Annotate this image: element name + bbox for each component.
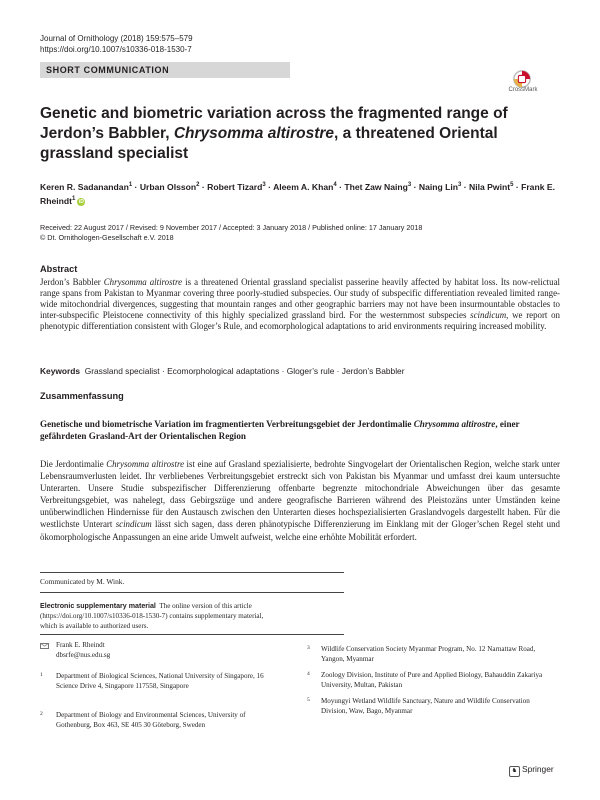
publication-history bbox=[40, 223, 570, 243]
german-abstract: Die Jerdontimalie Chrysomma altirostre ist eine auf Grasland spezialisierte, bedrohte Singvogelart der Orientalischen Region, welche stark unter Lebensraumverlusten leidet. Ihr verbliebenes Verbreitungsgebiet erstreckt sich von Pakistan bis Myanmar und umfasst drei kaum untersuchte Unterarten. Unsere Studie subspezifischer Differenzierung offenbarte begrenzte mitochondriale Abweichungen über das gesamte Verbreitungsgebiet, was nahelegt, dass Gebirgszüge und andere geografische Barrieren während des Pleistozäns unter Umständen keine unüberwindlichen Hindernisse für den Austausch zwischen den Unterarten dieses hochspezialisierten Graslandvogels dargestellt haben. Für die westlichste Unterart scindicum lässt sich sagen, dass deren phänotypische Differenzierung im Einklang mit der Gloger’schen Regel steht und ökomorphologische Anpassungen an eine aride Umwelt aufweist, welche eine erhöhte Mobilität erfordert. bbox=[40, 459, 560, 542]
footnote-rule-top bbox=[40, 572, 344, 573]
esm-label: Electronic supplementary material bbox=[40, 602, 156, 610]
affiliation-2: Department of Biology and Environmental Sciences, University of Gothenburg, Box 463, SE 405 30 Göteborg, Sweden bbox=[56, 711, 246, 729]
corresponding-author bbox=[56, 641, 110, 660]
author-name: Robert Tizard bbox=[207, 182, 263, 192]
author-affiliation-number: 1 bbox=[128, 182, 133, 189]
author-name: Aleem A. Khan bbox=[273, 182, 334, 192]
author-separator: · bbox=[513, 182, 522, 192]
author-affiliation-number: 3 bbox=[407, 182, 412, 189]
journal-citation: Journal of Ornithology (2018) 159:575–579 bbox=[40, 34, 193, 43]
author[interactable] bbox=[140, 182, 200, 192]
author-affiliation-number: 1 bbox=[71, 196, 76, 203]
author[interactable] bbox=[207, 182, 266, 192]
german-title: Genetische und biometrische Variation im fragmentierten Verbreitungsgebiet der Jerdontimalie Chrysomma altirostre, einer gefährdeten Grasland-Art der Orientalischen Region bbox=[40, 419, 520, 442]
journal-doi[interactable]: https://doi.org/10.1007/s10336-018-1530-7 bbox=[40, 45, 192, 54]
author-name: Naing Lin bbox=[418, 182, 459, 192]
corresponding-email[interactable]: dbsrfe@nus.edu.sg bbox=[56, 650, 111, 659]
author-affiliation-number: 3 bbox=[262, 182, 266, 189]
copyright-line: © Dt. Ornithologen-Gesellschaft e.V. 2018 bbox=[40, 233, 174, 242]
author-separator: · bbox=[461, 182, 470, 192]
affiliation-5: Moyungyi Wetland Wildlife Sanctuary, Nature and Wildlife Conservation Division, Waw, Bago, Myanmar bbox=[321, 697, 530, 715]
author-separator: · bbox=[132, 182, 140, 192]
author-name: Frank E. Rheindt bbox=[40, 182, 555, 206]
corresponding-name: Frank E. Rheindt bbox=[56, 641, 105, 649]
received-line: Received: 22 August 2017 / Revised: 9 November 2017 / Accepted: 3 January 2018 / Published online: 17 January 2018 bbox=[40, 223, 423, 232]
title-species: Chrysomma altirostre bbox=[173, 125, 335, 142]
abstract-text: Jerdon’s Babbler Chrysomma altirostre is a threatened Oriental grassland specialist passerine heavily affected by habitat loss. Its now-relictual range spans from Pakistan to Myanmar covering three poorly-studied subspecies. Our study of subspecific differentiation revealed limited range-wide mitochondrial divergences, suggesting that mountain ranges and other geographic barriers may not have been insurmountable obstacles to inter-subspecific Pleistocene connectivity of this highly specialized grassland bird. For the westernmost subspecies scindicum, we report on phenotypic differentiation consistent with Gloger’s Rule, and ecomorphological adaptations to arid environments requiring increased mobility. bbox=[40, 277, 560, 332]
author[interactable] bbox=[469, 182, 513, 192]
affiliation-1: Department of Biological Sciences, National University of Singapore, 16 Science Drive 4, Singapore 117558, Singapore bbox=[56, 672, 264, 690]
footnote-rule-bottom bbox=[40, 634, 344, 635]
author[interactable] bbox=[419, 182, 462, 192]
esm-link[interactable]: https://doi.org/10.1007/s10336-018-1530-7 bbox=[42, 612, 166, 620]
footnote-rule-mid bbox=[40, 592, 344, 593]
springer-horse-icon: ♞ bbox=[509, 766, 520, 777]
zusammenfassung-heading: Zusammenfassung bbox=[40, 391, 124, 401]
publisher-name: Springer bbox=[522, 764, 554, 774]
author-affiliation-number: 2 bbox=[196, 182, 200, 189]
crossmark-badge[interactable] bbox=[499, 70, 559, 94]
section-banner: SHORT COMMUNICATION bbox=[40, 62, 290, 78]
author-name: Thet Zaw Naing bbox=[344, 182, 408, 192]
author-name: Keren R. Sadanandan bbox=[40, 182, 129, 192]
author[interactable] bbox=[273, 182, 337, 192]
author-separator: · bbox=[199, 182, 208, 192]
affiliation-4: Zoology Division, Institute of Pure and Applied Biology, Bahauddin Zakariya University, Multan, Pakistan bbox=[321, 671, 543, 689]
crossmark-label: CrossMark bbox=[508, 87, 538, 93]
keywords-text: Grassland specialist · Ecomorphological adaptations · Gloger’s rule · Jerdon’s Babbler bbox=[84, 366, 405, 376]
author-affiliation-number: 4 bbox=[333, 182, 337, 189]
author-list bbox=[40, 180, 565, 208]
author[interactable] bbox=[40, 182, 132, 192]
article-title: Genetic and biometric variation across the fragmented range of Jerdon’s Babbler, Chrysomma altirostre, a threatened Oriental grassland specialist bbox=[40, 105, 508, 162]
envelope-icon bbox=[40, 643, 49, 649]
crossmark-icon bbox=[513, 70, 531, 88]
author-affiliation-number: 5 bbox=[510, 182, 514, 189]
abstract-heading: Abstract bbox=[40, 264, 78, 274]
keywords-label: Keywords bbox=[40, 366, 81, 376]
author-name: Nila Pwint bbox=[469, 182, 511, 192]
esm-note: Electronic supplementary material The online version of this article (https://doi.org/10.1007/s10336-018-1530-7) contains supplementary material, which is available to authorized users. bbox=[40, 602, 264, 630]
communicated-by: Communicated by M. Wink. bbox=[40, 577, 125, 586]
author-separator: · bbox=[336, 182, 345, 192]
affiliation-3: Wildlife Conservation Society Myanmar Program, No. 12 Narnattaw Road, Yangon, Myanmar bbox=[321, 645, 536, 663]
author-separator: · bbox=[411, 182, 419, 192]
publisher-logo bbox=[509, 764, 554, 777]
author[interactable] bbox=[344, 182, 411, 192]
orcid-icon[interactable]: iD bbox=[78, 199, 84, 205]
journal-header bbox=[40, 33, 193, 55]
author-affiliation-number: 3 bbox=[458, 182, 462, 189]
author-separator: · bbox=[265, 182, 274, 192]
keywords bbox=[40, 366, 560, 377]
author-name: Urban Olsson bbox=[139, 182, 197, 192]
